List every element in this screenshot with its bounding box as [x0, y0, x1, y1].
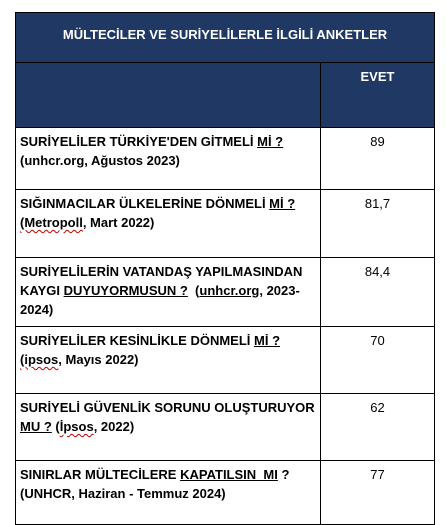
question-cell: SINIRLAR MÜLTECİLERE KAPATILSIN MI ? (UNHCR, Haziran - Temmuz 2024) [16, 461, 321, 525]
question-cell: SURİYELİ GÜVENLİK SORUNU OLUŞTURUYOR MU ? (İpsos, 2022) [16, 394, 321, 461]
value-cell: 77 [321, 461, 435, 525]
value-cell: 62 [321, 394, 435, 461]
table-row [16, 327, 435, 394]
value-cell: 84,4 [321, 258, 435, 327]
value-cell: 89 [321, 128, 435, 190]
header-row [16, 63, 435, 128]
answer-header: EVET [321, 63, 435, 128]
header-empty-cell [16, 63, 321, 128]
value-cell: 81,7 [321, 190, 435, 258]
question-cell: SURİYELİLER KESİNLİKLE DÖNMELİ Mİ ? (ipsos, Mayıs 2022) [16, 327, 321, 394]
table-row [16, 461, 435, 525]
question-cell: SURİYELİLER TÜRKİYE'DEN GİTMELİ Mİ ? (unhcr.org, Ağustos 2023) [16, 128, 321, 190]
table-row [16, 394, 435, 461]
question-cell: SURİYELİLERİN VATANDAŞ YAPILMASINDAN KAYGI DUYUYORMUSUN ? (unhcr.org, 2023-2024) [16, 258, 321, 327]
survey-table [15, 12, 435, 525]
value-cell: 70 [321, 327, 435, 394]
title-row [16, 13, 435, 63]
table-row [16, 190, 435, 258]
table-row [16, 258, 435, 327]
table-row [16, 128, 435, 190]
table-title: MÜLTECİLER VE SURİYELİLERLE İLGİLİ ANKETLER [16, 13, 435, 63]
question-cell: SIĞINMACILAR ÜLKELERİNE DÖNMELİ Mİ ? (Metropoll, Mart 2022) [16, 190, 321, 258]
